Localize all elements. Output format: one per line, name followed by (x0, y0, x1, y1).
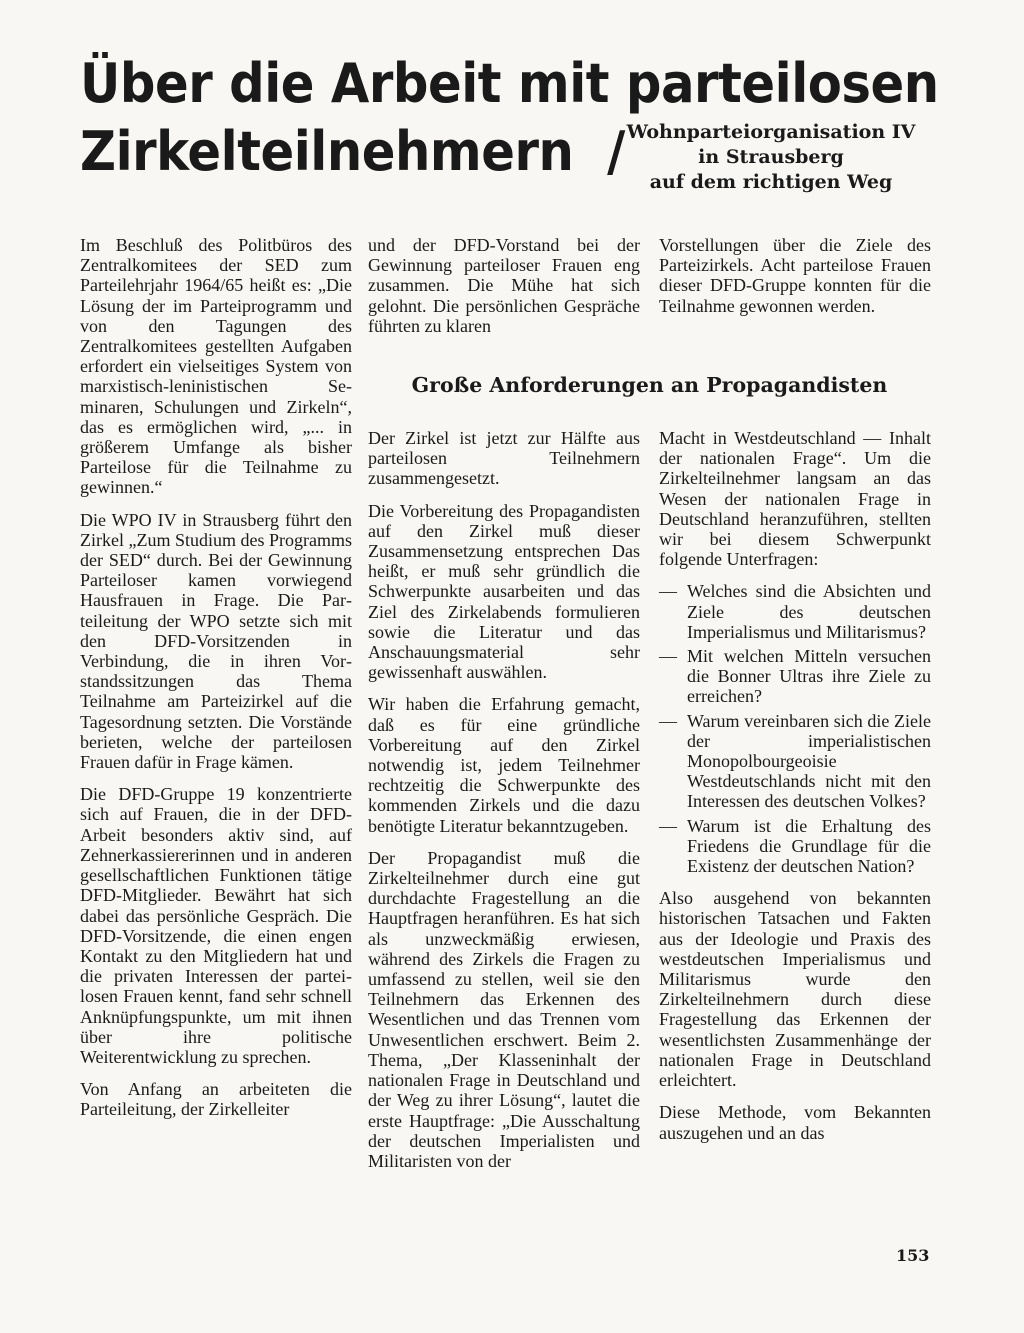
article-subtitle (626, 120, 916, 195)
paragraph: Der Zirkel ist jetzt zur Hälfte aus parteilosen Teilnehmern zusammengesetzt. (368, 428, 640, 489)
paragraph: Wir haben die Erfahrung gemacht, daß es für eine gründliche Vorbereitung auf den Zirkel notwendig ist, jedem Teilnehmer rechtzeitig die Schwerpunkte des kommenden Zirkels und die dazu benötigte Literatur bekanntzugeben. (368, 694, 640, 836)
paragraph: und der DFD-Vorstand bei der Gewinnung parteiloser Frauen eng zusammen. Die Mühe hat sich gelohnt. Die persönlichen Gespräche führten zu klaren (368, 235, 640, 336)
paragraph: Die WPO IV in Strausberg führt den Zirkel „Zum Studium des Programms der SED“ durch. Bei der Gewinnung Parteiloser kamen vorwiegend Hausfrauen in Frage. Die Parteileitung der WPO setzte sich mit den DFD-Vorsitzenden in Verbindung, die in ihren Vorstandssitzungen das Thema Teilnahme am Parteizirkel auf die Tagesordnung setzten. Die Vorstände berieten, welche der parteilosen Frauen dafür in Frage kämen. (80, 509, 352, 773)
question-item: — Warum vereinbaren sich die Ziele der imperialistischen Monopolbourgeoisie Westdeutschlands nicht mit den Interessen des deutschen Volkes? (659, 711, 931, 812)
section-heading: Große Anforderungen an Propagandisten (411, 373, 888, 397)
subtitle-line-3: auf dem richtigen Weg (649, 171, 893, 193)
title-slash: / (607, 120, 625, 183)
page-number: 153 (896, 1246, 930, 1265)
question-item: — Welches sind die Absichten und Ziele des deutschen Imperialismus und Militarismus? (659, 581, 931, 642)
subtitle-line-1: Wohnparteiorganisation IV (626, 121, 916, 143)
column-2-bottom (368, 428, 640, 1183)
paragraph: Also ausgehend von bekannten historischen Tatsachen und Fakten aus der Ideologie und Praxis des westdeutschen Imperialismus und Militarismus wurde den Zirkelteilnehmern durch diese Fragestellung das Erkennen der wesentlichsten Zusammenhänge der nationalen Frage in Deutschland erleichtert. (659, 888, 931, 1091)
column-1 (80, 235, 352, 1132)
paragraph: Vorstellungen über die Ziele des Parteizirkels. Acht parteilose Frauen dieser DFD-Gruppe konnten für die Teilnahme gewonnen werden. (659, 235, 931, 316)
paragraph: Von Anfang an arbeiteten die Parteileitung, der Zirkelleiter (80, 1079, 352, 1120)
column-2-top (368, 235, 640, 348)
paragraph: Im Beschluß des Politbüros des Zentralkomitees der SED zum Parteilehrjahr 1964/65 heißt es: „Die Lösung der im Parteiprogramm und von den Tagungen des Zentralkomitees gestellten Aufgaben erfordert ein vielseitiges System von marxistisch-leninistischen Seminaren, Schulungen und Zirkeln“, das es ermöglichen wird, „... in größerem Umfange als bisher Parteilose für die Teilnahme zu gewinnen.“ (80, 235, 352, 498)
question-item: — Warum ist die Erhaltung des Friedens die Grundlage für die Existenz der deutschen Nation? (659, 816, 931, 877)
title-line-1: Über die Arbeit mit parteilosen (80, 52, 939, 115)
paragraph: Die Vorbereitung des Propagandisten auf den Zirkel muß dieser Zusammensetzung entsprechen Das heißt, er muß sehr gründlich die Schwerpunkte ausarbeiten und das Ziel des Zirkelabends formulieren sowie die Literatur und das Anschauungsmaterial sehr gewissenhaft auswählen. (368, 500, 640, 683)
subtitle-line-2: in Strausberg (698, 146, 844, 168)
paragraph: Macht in Westdeutschland — Inhalt der nationalen Frage“. Um die Zirkelteilnehmer langsam an das Wesen der nationalen Frage in Deutschland heranzuführen, stellten wir bei diesem Schwerpunkt folgende Unterfragen: (659, 428, 931, 570)
question-item: — Mit welchen Mitteln versuchen die Bonner Ultras ihre Ziele zu erreichen? (659, 646, 931, 707)
question-list (659, 581, 931, 876)
paragraph: Diese Methode, vom Bekannten auszugehen und an das (659, 1102, 931, 1143)
column-3-top (659, 235, 931, 328)
column-3-bottom (659, 428, 931, 1155)
paragraph: Die DFD-Gruppe 19 konzentrierte sich auf Frauen, die in der DFD-Arbeit besonders aktiv sind, auf Zehnerkassiererinnen und in anderen gesellschaftlichen Funktionen tätige DFD-Mitglieder. Bewährt hat sich dabei das persönliche Gespräch. Die DFD-Vorsitzende, die einen engen Kontakt zu den Mitgliedern hat und die privaten Interessen der parteilosen Frauen kennt, fand sehr schnell Anknüpfungspunkte, um mit ihnen über ihre politische Weiterentwicklung zu sprechen. (80, 784, 352, 1067)
title-line-2: Zirkelteilnehmern / (80, 120, 625, 183)
paragraph: Der Propagandist muß die Zirkelteilnehmer durch eine gut durchdachte Fragestellung an die Hauptfragen heranführen. Es hat sich als unzweckmäßig erwiesen, während des Zirkels die Fragen zu umfassend zu stellen, weil sie den Teilnehmern das Erkennen des Wesentlichen und das Trennen vom Unwesentlichen erschwert. Beim 2. Thema, „Der Klasseninhalt der nationalen Frage in Deutschland und der Weg zu ihrer Lösung“, lautet die erste Hauptfrage: „Die Ausschaltung der deutschen Imperialisten und Militaristen von der (368, 847, 640, 1171)
